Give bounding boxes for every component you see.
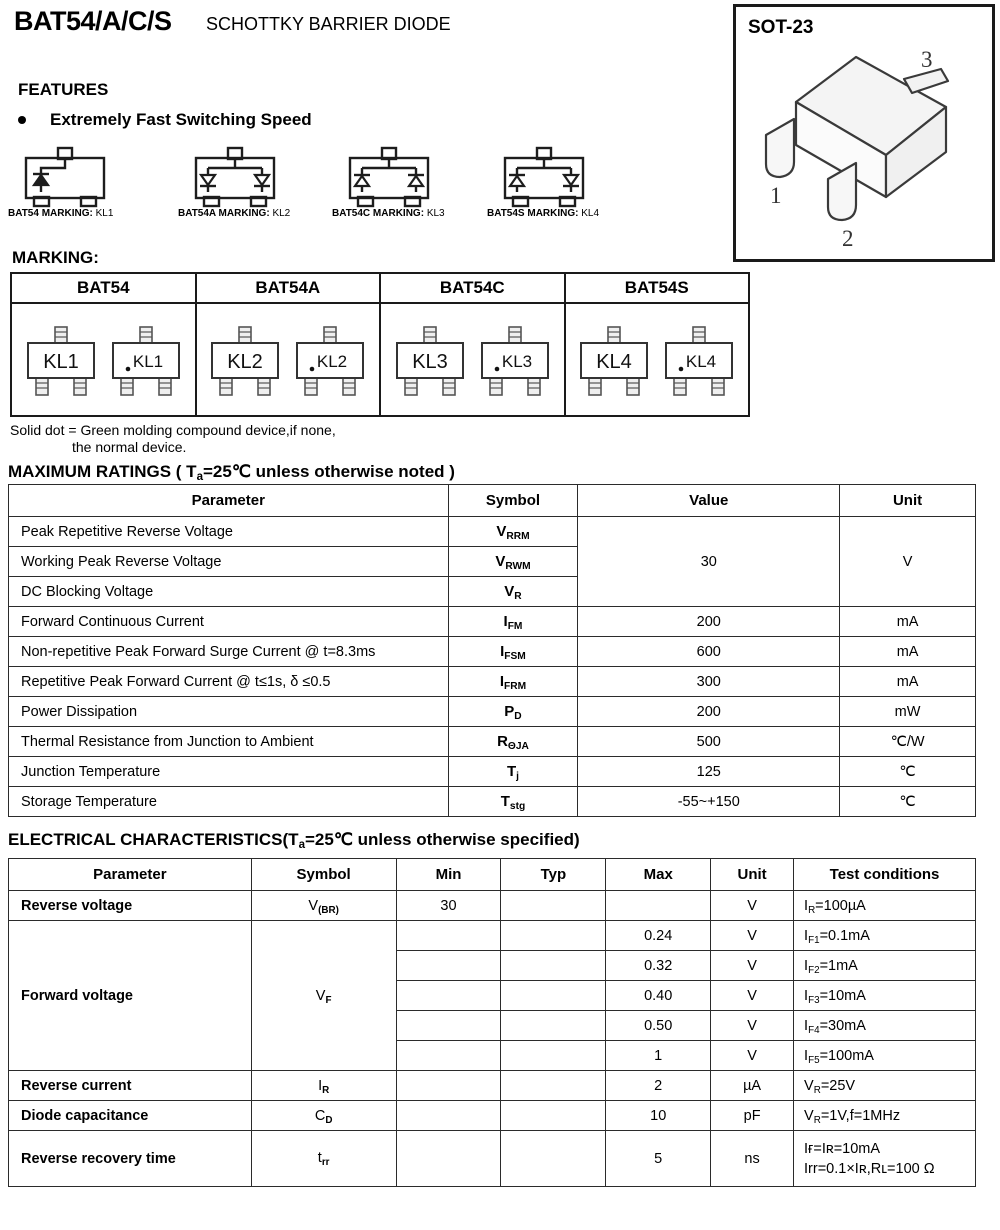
cell-min	[396, 1101, 501, 1131]
cell-max	[606, 891, 711, 921]
table-header-row	[9, 485, 976, 517]
cell-max: 2	[606, 1071, 711, 1101]
marking-code-text: KL1	[132, 351, 163, 371]
pin-1-label: 1	[770, 183, 782, 208]
cell-max: 0.24	[606, 921, 711, 951]
pin-2-label: 2	[842, 226, 854, 251]
table-row	[9, 1071, 976, 1101]
cell-test-condition: $I_{F2}=1mA$	[794, 951, 976, 981]
bat54a-schematic-icon	[178, 146, 293, 208]
cell-test-condition: $V_R=1V,f=1MHz$	[794, 1101, 976, 1131]
marking-code-text: KL2	[317, 351, 348, 371]
cell-symbol: $V_{RWM}$	[448, 547, 578, 577]
table-row	[9, 891, 976, 921]
table-row	[9, 697, 976, 727]
cell-parameter: Non-repetitive Peak Forward Surge Current @ t=8.3ms	[9, 637, 449, 667]
marking-column-title: BAT54C	[381, 274, 564, 304]
cell-min	[396, 1071, 501, 1101]
marking-column-title: BAT54S	[566, 274, 749, 304]
cell-unit: ℃	[840, 757, 976, 787]
cell-parameter: Reverse voltage	[9, 891, 252, 921]
cell-parameter: Peak Repetitive Reverse Voltage	[9, 517, 449, 547]
column-header-min: Min	[396, 859, 501, 891]
cell-unit: µA	[711, 1071, 794, 1101]
cell-min: 30	[396, 891, 501, 921]
cell-min	[396, 1041, 501, 1071]
column-header-unit: Unit	[711, 859, 794, 891]
cell-parameter: Reverse current	[9, 1071, 252, 1101]
marking-column-body	[197, 304, 380, 415]
cell-max: 1	[606, 1041, 711, 1071]
cell-symbol: $P_D$	[448, 697, 578, 727]
cell-max: 0.40	[606, 981, 711, 1011]
features-heading: FEATURES	[18, 80, 109, 99]
cell-test-condition: $I_{F3}=10mA$	[794, 981, 976, 1011]
symbol-caption: BAT54A MARKING: KL2	[178, 208, 291, 219]
cell-unit: mA	[840, 667, 976, 697]
cell-typ	[501, 1071, 606, 1101]
marking-column-body	[381, 304, 564, 415]
cell-parameter: Power Dissipation	[9, 697, 449, 727]
bat54s-schematic-icon	[487, 146, 602, 208]
table-row	[9, 607, 976, 637]
cell-min	[396, 1011, 501, 1041]
page-title: BAT54/A/C/S	[14, 6, 172, 36]
cell-value: 125	[578, 757, 840, 787]
cell-test-condition: $I_{F4}=30mA$	[794, 1011, 976, 1041]
cell-test-condition: $V_R=25V$	[794, 1071, 976, 1101]
marking-column-bat54	[12, 274, 197, 415]
cell-parameter: Reverse recovery time	[9, 1131, 252, 1187]
cell-min	[396, 921, 501, 951]
sot23-package-illustration	[736, 7, 994, 261]
bullet-icon	[18, 116, 26, 124]
cell-typ	[501, 1041, 606, 1071]
cell-typ	[501, 921, 606, 951]
cell-unit: mW	[840, 697, 976, 727]
symbol-cell-bat54a	[178, 146, 338, 219]
cell-symbol: $V_{(BR)}$	[251, 891, 396, 921]
cell-value: 200	[578, 607, 840, 637]
column-header-typ: Typ	[501, 859, 606, 891]
package-label: SOT-23	[748, 17, 814, 38]
marking-code-text: KL4	[596, 350, 632, 373]
cell-typ	[501, 1011, 606, 1041]
cell-min	[396, 981, 501, 1011]
marking-column-bat54s	[566, 274, 749, 415]
package-marking-green-dot	[291, 321, 369, 399]
cell-unit: V	[711, 1011, 794, 1041]
table-header-row	[9, 859, 976, 891]
column-header-parameter: Parameter	[9, 859, 252, 891]
cell-test-condition	[794, 1131, 976, 1187]
symbol-caption: BAT54S MARKING: KL4	[487, 208, 600, 219]
marking-column-title: BAT54	[12, 274, 195, 304]
page-subtitle: SCHOTTKY BARRIER DIODE	[205, 14, 451, 34]
table-row	[9, 517, 976, 547]
cell-unit: ℃	[840, 787, 976, 817]
test-condition-line-1: Iғ=Iʀ=10mA	[804, 1140, 881, 1157]
cell-value: 30	[578, 517, 840, 607]
column-header-parameter: Parameter	[9, 485, 449, 517]
test-condition-line-2: Irr=0.1×Iʀ,Rʟ=100 Ω	[804, 1160, 935, 1177]
cell-symbol: $C_D$	[251, 1101, 396, 1131]
green-compound-dot	[126, 366, 131, 371]
note-line-2: the normal device.	[72, 439, 187, 455]
green-compound-dot	[495, 366, 500, 371]
cell-symbol: $V_R$	[448, 577, 578, 607]
cell-value: 500	[578, 727, 840, 757]
cell-parameter: Junction Temperature	[9, 757, 449, 787]
cell-unit: ℃/W	[840, 727, 976, 757]
cell-unit: pF	[711, 1101, 794, 1131]
cell-test-condition: $I_{F5}=100mA$	[794, 1041, 976, 1071]
cell-value: 600	[578, 637, 840, 667]
package-marking-plain	[206, 321, 284, 399]
marking-column-body	[566, 304, 749, 415]
cell-value: 200	[578, 697, 840, 727]
cell-parameter: Diode capacitance	[9, 1101, 252, 1131]
cell-parameter: Repetitive Peak Forward Current @ t≤1s, δ ≤0.5	[9, 667, 449, 697]
cell-typ	[501, 1101, 606, 1131]
column-header-test-conditions: Test conditions	[794, 859, 976, 891]
package-marking-green-dot	[660, 321, 738, 399]
cell-typ	[501, 1131, 606, 1187]
column-header-max: Max	[606, 859, 711, 891]
cell-unit: mA	[840, 607, 976, 637]
cell-symbol: $T_{stg}$	[448, 787, 578, 817]
table-row	[9, 921, 976, 951]
cell-symbol: $I_{FM}$	[448, 607, 578, 637]
cell-symbol: $T_j$	[448, 757, 578, 787]
marking-column-title: BAT54A	[197, 274, 380, 304]
cell-max: 5	[606, 1131, 711, 1187]
electrical-characteristics-table	[8, 858, 976, 1187]
column-header-unit: Unit	[840, 485, 976, 517]
package-marking-green-dot	[476, 321, 554, 399]
cell-max: 10	[606, 1101, 711, 1131]
marking-table	[10, 272, 750, 417]
cell-test-condition: $I_R=100\mu A$	[794, 891, 976, 921]
cell-parameter: Thermal Resistance from Junction to Ambient	[9, 727, 449, 757]
table-row	[9, 1131, 976, 1187]
symbol-cell-bat54	[8, 146, 168, 219]
column-header-value: Value	[578, 485, 840, 517]
cell-unit: mA	[840, 637, 976, 667]
marking-column-bat54c	[381, 274, 566, 415]
note-line-1: Solid dot = Green molding compound device,if none,	[10, 422, 336, 438]
package-marking-plain	[22, 321, 100, 399]
cell-symbol: $t_{rr}$	[251, 1131, 396, 1187]
bat54-schematic-icon	[8, 146, 123, 208]
cell-min	[396, 1131, 501, 1187]
symbol-cell-bat54c	[332, 146, 492, 219]
cell-unit: V	[711, 951, 794, 981]
cell-symbol: $I_R$	[251, 1071, 396, 1101]
table-row	[9, 757, 976, 787]
cell-parameter: Working Peak Reverse Voltage	[9, 547, 449, 577]
package-marking-plain	[575, 321, 653, 399]
table-row	[9, 637, 976, 667]
package-drawing-box	[733, 4, 995, 262]
green-compound-dot	[679, 366, 684, 371]
marking-column-bat54a	[197, 274, 382, 415]
cell-unit: ns	[711, 1131, 794, 1187]
maximum-ratings-table	[8, 484, 976, 817]
feature-list-item	[18, 110, 312, 130]
electrical-characteristics-heading: ELECTRICAL $CHARACTERISTICS(T_a=25℃$ unless otherwise specified)	[8, 830, 580, 851]
cell-typ	[501, 951, 606, 981]
table-row	[9, 1101, 976, 1131]
package-marking-green-dot	[107, 321, 185, 399]
cell-parameter: Forward Continuous Current	[9, 607, 449, 637]
cell-typ	[501, 981, 606, 1011]
cell-typ	[501, 891, 606, 921]
symbol-caption: BAT54C MARKING: KL3	[332, 208, 445, 219]
marking-column-body	[12, 304, 195, 415]
symbol-cell-bat54s	[487, 146, 647, 219]
marking-code-text: KL3	[411, 350, 448, 373]
marking-code-text: KL4	[686, 351, 717, 371]
maximum-ratings-heading: MAXIMUM RATINGS ( $T_a=25℃$ unless otherwise noted )	[8, 462, 455, 483]
table-row	[9, 727, 976, 757]
cell-unit: V	[711, 1041, 794, 1071]
cell-parameter: Storage Temperature	[9, 787, 449, 817]
cell-test-condition: $I_{F1}=0.1mA$	[794, 921, 976, 951]
pin-3-label: 3	[921, 47, 933, 72]
green-compound-dot	[310, 366, 315, 371]
bat54c-schematic-icon	[332, 146, 447, 208]
marking-code-text: KL3	[501, 351, 532, 371]
cell-unit: V	[711, 921, 794, 951]
cell-value: -55~+150	[578, 787, 840, 817]
package-marking-plain	[391, 321, 469, 399]
cell-unit: V	[711, 891, 794, 921]
cell-symbol: $R_{\Theta JA}$	[448, 727, 578, 757]
marking-heading: MARKING:	[12, 248, 99, 267]
cell-unit: V	[840, 517, 976, 607]
marking-note	[10, 422, 336, 456]
marking-code-text: KL1	[42, 350, 79, 373]
table-row	[9, 667, 976, 697]
cell-max: 0.50	[606, 1011, 711, 1041]
cell-symbol: $I_{FSM}$	[448, 637, 578, 667]
cell-parameter: Forward voltage	[9, 921, 252, 1071]
feature-text: Extremely Fast Switching Speed	[50, 110, 312, 129]
cell-parameter: DC Blocking Voltage	[9, 577, 449, 607]
cell-value: 300	[578, 667, 840, 697]
cell-symbol: $V_{RRM}$	[448, 517, 578, 547]
symbol-diagram-strip	[0, 146, 650, 236]
cell-min	[396, 951, 501, 981]
table-row	[9, 787, 976, 817]
cell-unit: V	[711, 981, 794, 1011]
marking-code-text: KL2	[227, 350, 263, 373]
document-header	[14, 6, 451, 37]
cell-symbol: $V_F$	[251, 921, 396, 1071]
cell-symbol: $I_{FRM}$	[448, 667, 578, 697]
symbol-caption: BAT54 MARKING: KL1	[8, 208, 114, 219]
column-header-symbol: Symbol	[448, 485, 578, 517]
column-header-symbol: Symbol	[251, 859, 396, 891]
cell-max: 0.32	[606, 951, 711, 981]
